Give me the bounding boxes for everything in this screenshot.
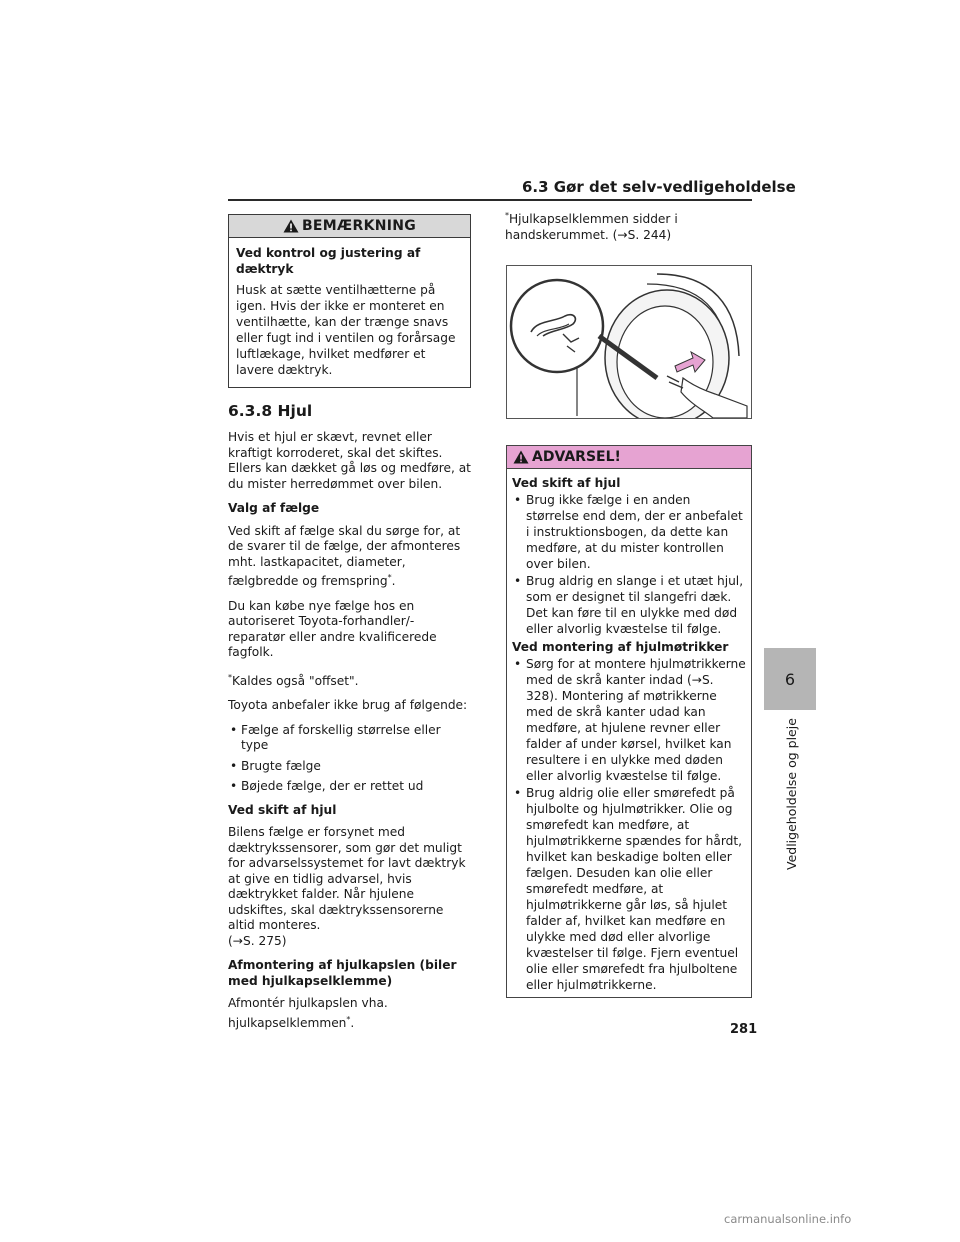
recommend-list [228, 723, 471, 795]
left-column [228, 214, 471, 1040]
warning-subtitle-2: Ved montering af hjulmøtrikker [512, 640, 729, 655]
warning-subtitle-1: Ved skift af hjul [512, 476, 621, 491]
rim-text-end: . [391, 574, 396, 589]
chapter-side-label: Vedligeholdelse og pleje [784, 718, 799, 870]
list-item: • Sørg for at montere hjulmøtrikkerne med de skrå kanter indad (→S. 328). Montering af møtrikkerne med de skrå kanter udad kan medføre, at hjulene revner eller falder af under kørsel, hvilket kan resultere i en ulykke med døden eller alvorlig kvæstelse til følge. [512, 656, 746, 784]
cap-paragraph [228, 996, 471, 1031]
offset-footnote-text: Kaldes også "offset". [232, 673, 359, 688]
cap-text-end: . [350, 1015, 355, 1030]
clip-footnote-text: Hjulkapselklemmen sidder i handskerummet. (→S. 244) [505, 212, 678, 242]
change-paragraph [228, 825, 471, 949]
list-item: • Brug ikke fælge i en anden størrelse end dem, der er anbefalet i instruktionsbogen, da dette kan medføre, at du mister kontrollen over bilen. [512, 492, 746, 572]
list-item: • Brug aldrig olie eller smørefedt på hjulbolte og hjulmøtrikker. Olie og smørefedt kan medføre, at hjulmøtrikkerne spændes for hårdt, hvilket kan beskadige bolten eller fælgen. Desuden kan olie eller smørefedt medføre, at hjulmøtrikkerne går løs, så hjulet falder af, hvilket kan medføre en ulykke med død eller alvorlige kvæstelser til følge. Fjern eventuel olie eller smørefedt fra hjulboltene eller hjulmøtrikkerne. [512, 785, 746, 993]
change-heading: Ved skift af hjul [228, 802, 337, 817]
buy-paragraph: Du kan købe nye fælge hos en autoriseret Toyota-forhandler/-reparatør eller andre kvalificerede fagfolk. [228, 598, 437, 660]
list-item: • Fælge af forskellig størrelse eller type [228, 723, 471, 754]
hubcap-removal-illustration [506, 265, 752, 419]
page-number: 281 [730, 1022, 758, 1037]
warning-triangle-icon [283, 219, 299, 233]
section-title: 6.3.8 Hjul [228, 402, 313, 420]
notice-subtitle: Ved kontrol og justering af dæktryk [236, 246, 421, 276]
rim-text: Ved skift af fælge skal du sørge for, at de svarer til de fælge, der afmonteres mht. lastkapacitet, diameter, fælgbredde og fremspring [228, 523, 461, 589]
notice-body: Husk at sætte ventilhætterne på igen. Hvis der ikke er monteret en ventilhætte, kan der trænge snavs eller fugt ind i ventilen og forårsage luftlækage, hvilket medfører et lavere dæktryk. [236, 283, 456, 377]
notice-label: BEMÆRKNING [301, 218, 417, 234]
list-item: • Brugte fælge [228, 759, 471, 775]
change-ref: (→S. 275) [228, 933, 287, 948]
rim-paragraph [228, 524, 471, 590]
warning-list-1 [512, 492, 746, 637]
right-column [505, 208, 751, 998]
wheel-illustration-icon [507, 266, 751, 418]
recommend-paragraph: Toyota anbefaler ikke brug af følgende: [228, 698, 468, 713]
cap-heading: Afmontering af hjulkapslen (biler med hjulkapselklemme) [228, 958, 457, 988]
warning-header [507, 446, 751, 469]
change-text: Bilens fælge er forsynet med dæktrykssensorer, som gør det muligt for advarselssystemet for lavt dæktryk at give en tidlig advarsel, hvis dæktrykket falder. Når hjulene udskiftes, skal dæktrykssensorerne altid monteres. [228, 825, 466, 933]
clip-footnote [505, 208, 751, 243]
cap-text: Afmontér hjulkapslen vha. hjulkapselklemmen [228, 996, 388, 1030]
asterisk-mark: * [387, 573, 392, 582]
list-item: • Brug aldrig en slange i et utæt hjul, som er designet til slangefri dæk. Det kan føre til en ulykke med død eller alvorlig kvæstelse til følge. [512, 573, 746, 637]
header-rule [228, 199, 752, 201]
chapter-number: 6 [784, 669, 796, 689]
chapter-tab [764, 648, 816, 710]
list-item: • Bøjede fælge, der er rettet ud [228, 779, 471, 795]
intro-paragraph: Hvis et hjul er skævt, revnet eller kraftigt korroderet, skal det skiftes. Ellers kan dækket gå løs og medføre, at du mister herredømmet over bilen. [228, 430, 471, 491]
section-header-title: 6.3 Gør det selv-vedligeholdelse [522, 178, 796, 196]
warning-box [506, 445, 752, 998]
warning-label: ADVARSEL! [532, 449, 621, 466]
warning-list-2 [512, 656, 746, 993]
footer-watermark: carmanualsonline.info [724, 1212, 852, 1226]
offset-footnote [228, 670, 471, 690]
notice-box [228, 214, 471, 388]
asterisk-mark: * [228, 672, 232, 682]
asterisk-mark: * [346, 1014, 351, 1024]
notice-header [229, 215, 470, 238]
asterisk-mark: * [505, 211, 509, 220]
rim-heading: Valg af fælge [228, 501, 320, 515]
warning-triangle-icon [513, 450, 529, 464]
